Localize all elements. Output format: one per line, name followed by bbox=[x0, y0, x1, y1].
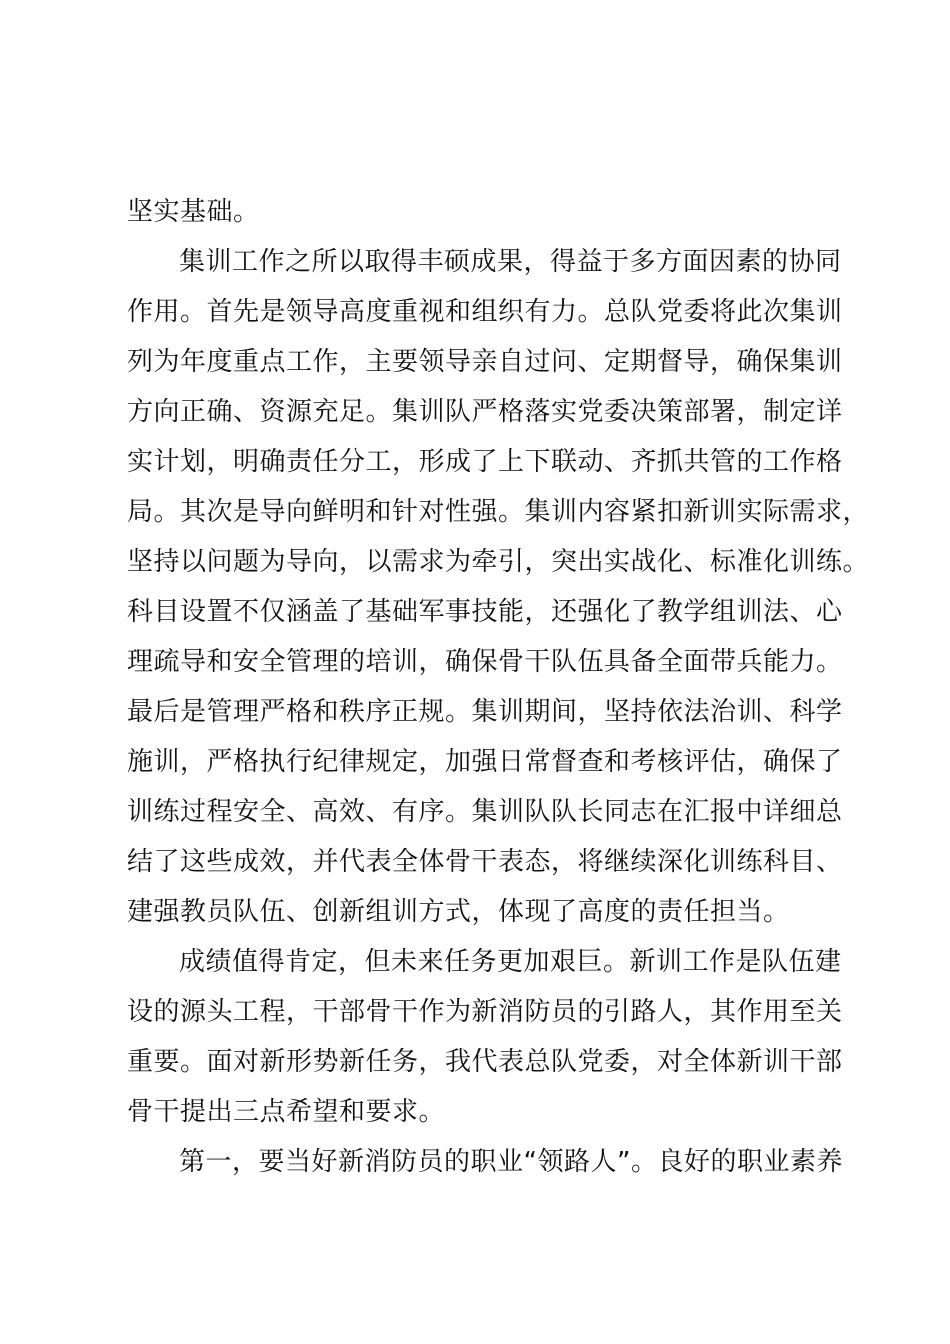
text-line: 坚持以问题为导向，以需求为牵引，突出实战化、标准化训练。 bbox=[127, 547, 870, 577]
text-line: 设的源头工程，干部骨干作为新消防员的引路人，其作用至关 bbox=[127, 997, 843, 1027]
text-line: 坚实基础。 bbox=[127, 197, 260, 227]
text-line: 训练过程安全、高效、有序。集训队队长同志在汇报中详细总 bbox=[127, 797, 843, 827]
text-line: 方向正确、资源充足。集训队严格落实党委决策部署，制定详 bbox=[127, 397, 843, 427]
text-line: 局。其次是导向鲜明和针对性强。集训内容紧扣新训实际需求， bbox=[127, 497, 870, 527]
text-line: 结了这些成效，并代表全体骨干表态，将继续深化训练科目、 bbox=[127, 847, 843, 877]
document-page bbox=[127, 187, 870, 1187]
text-line: 施训，严格执行纪律规定，加强日常督查和考核评估，确保了 bbox=[127, 747, 843, 777]
text-line: 骨干提出三点希望和要求。 bbox=[127, 1097, 446, 1127]
paragraph-start-line: 集训工作之所以取得丰硕成果，得益于多方面因素的协同 bbox=[179, 247, 842, 277]
text-line: 重要。面对新形势新任务，我代表总队党委，对全体新训干部 bbox=[127, 1047, 843, 1077]
text-line: 列为年度重点工作，主要领导亲自过问、定期督导，确保集训 bbox=[127, 347, 843, 377]
text-line: 作用。首先是领导高度重视和组织有力。总队党委将此次集训 bbox=[127, 297, 843, 327]
text-line: 实计划，明确责任分工，形成了上下联动、齐抓共管的工作格 bbox=[127, 447, 843, 477]
text-line: 科目设置不仅涵盖了基础军事技能，还强化了教学组训法、心 bbox=[127, 597, 843, 627]
text-line: 最后是管理严格和秩序正规。集训期间，坚持依法治训、科学 bbox=[127, 697, 843, 727]
paragraph-start-line: 成绩值得肯定，但未来任务更加艰巨。新训工作是队伍建 bbox=[179, 947, 842, 977]
text-line: 理疏导和安全管理的培训，确保骨干队伍具备全面带兵能力。 bbox=[127, 647, 843, 677]
paragraph-start-line: 第一，要当好新消防员的职业“领路人”。良好的职业素养 bbox=[179, 1147, 843, 1177]
text-line: 建强教员队伍、创新组训方式，体现了高度的责任担当。 bbox=[127, 897, 790, 927]
